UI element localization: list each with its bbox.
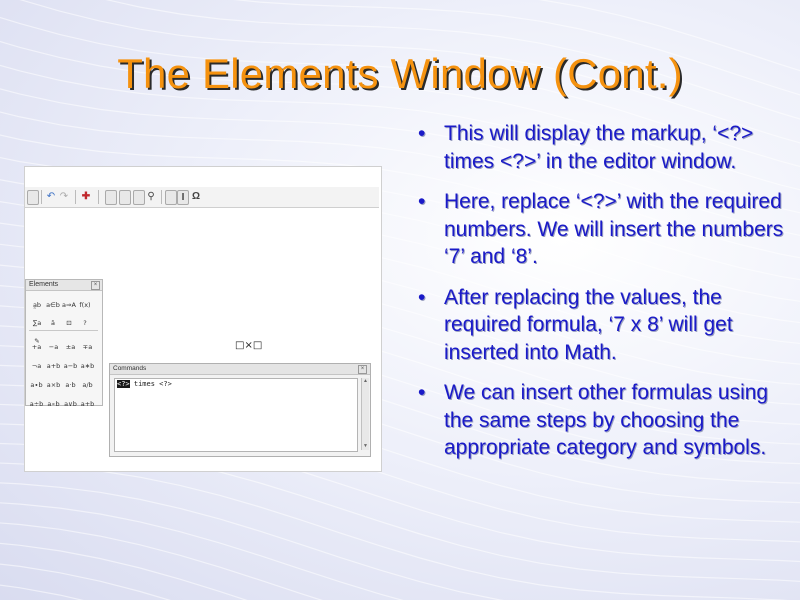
toolbar-separator (98, 190, 99, 204)
update-icon[interactable] (165, 190, 177, 205)
symbol-button[interactable]: a∘b (47, 400, 60, 408)
bullet-dot: • (418, 122, 426, 145)
symbol-button[interactable]: ±a (65, 343, 76, 351)
close-icon[interactable]: × (91, 281, 100, 290)
symbol-button[interactable]: +a (31, 343, 42, 351)
symbol-button[interactable]: a∗b (80, 362, 95, 370)
symbol-button[interactable]: a+b (46, 362, 61, 370)
symbol-button[interactable]: a−b (63, 362, 78, 370)
commands-title: Commands (110, 364, 370, 375)
scroll-down-icon[interactable]: ▼ (363, 443, 368, 449)
symbol-button[interactable]: a+b (80, 400, 95, 408)
commands-scrollbar[interactable] (361, 378, 369, 450)
wave-line (0, 521, 800, 600)
category-button[interactable]: ā (51, 319, 55, 327)
bullet-dot: • (418, 285, 426, 309)
zoom-out-icon[interactable] (119, 190, 131, 205)
symbol-button[interactable]: a∨b (64, 400, 77, 408)
toolbar-separator (41, 190, 42, 204)
show-all-icon[interactable] (133, 190, 145, 205)
category-button[interactable]: ⊡ (66, 319, 72, 327)
bullet-list (414, 120, 784, 475)
symbol-button[interactable]: a×b (46, 381, 61, 389)
symbol-button[interactable]: a/b (82, 381, 93, 389)
symbol-button[interactable]: a·b (65, 381, 76, 389)
symbol-grid (28, 336, 100, 412)
bullet-item (414, 120, 784, 175)
wave-line (0, 583, 800, 600)
symbol-button[interactable]: ¬a (31, 362, 42, 370)
commands-rest: times <?> (129, 380, 172, 388)
category-button[interactable]: ✎ (34, 337, 40, 345)
symbol-button[interactable]: a∙b (30, 381, 43, 389)
category-button[interactable]: a∈b (46, 301, 60, 309)
elements-panel-title: Elements (26, 280, 102, 291)
wave-line (0, 562, 800, 600)
bullet-dot: • (418, 190, 426, 213)
bullet-text: After replacing the values, the required formula, ‘7 x 8’ will get inserted into Math. (444, 285, 733, 364)
insert-icon[interactable]: ✚ (81, 191, 91, 202)
selected-placeholder[interactable]: <?> (117, 380, 130, 388)
math-editor-screenshot (24, 166, 382, 472)
scroll-up-icon[interactable]: ▲ (363, 378, 368, 384)
wave-line (0, 462, 800, 600)
bullet-item (414, 188, 784, 271)
bullet-item (414, 379, 784, 462)
commands-input[interactable] (114, 378, 358, 452)
undo-icon[interactable]: ↶ (46, 191, 56, 202)
slide-title: The Elements Window (Cont.) (117, 50, 683, 97)
cursor-icon[interactable]: I (177, 190, 189, 205)
bullet-item (414, 284, 784, 367)
symbol-button[interactable]: ∓a (82, 343, 93, 351)
category-button[interactable]: ∑a (32, 319, 42, 327)
close-icon[interactable]: × (358, 365, 367, 374)
bullet-dot: • (418, 381, 426, 404)
panel-divider (29, 330, 98, 331)
symbol-button[interactable]: a÷b (29, 400, 44, 408)
wave-line (0, 502, 800, 600)
category-button[interactable]: a⇒A (62, 301, 76, 309)
category-button[interactable]: ? (83, 319, 87, 327)
toolbar-separator (161, 190, 162, 204)
redo-icon[interactable]: ↷ (59, 191, 69, 202)
formula-preview: □×□ (235, 340, 263, 351)
category-button[interactable]: a̰b (32, 301, 42, 309)
symbols-icon[interactable]: Ω (191, 191, 201, 202)
elements-panel (25, 279, 103, 406)
magnifier-icon[interactable]: ⚲ (147, 191, 155, 202)
editor-toolbar (25, 187, 379, 208)
bullet-text: This will display the markup, ‘<?> times <?>’ in the editor window. (444, 122, 754, 173)
wave-line (0, 542, 800, 600)
bullet-text: Here, replace ‘<?>’ with the required numbers. We will insert the numbers ‘7’ and ‘8’. (444, 190, 784, 268)
bullet-text: We can insert other formulas using the same steps by choosing the appropriate category and symbols. (444, 381, 769, 459)
doc-icon[interactable] (27, 190, 39, 205)
toolbar-separator (75, 190, 76, 204)
zoom-in-icon[interactable] (105, 190, 117, 205)
category-button[interactable]: f(x) (79, 301, 91, 309)
symbol-button[interactable]: −a (48, 343, 59, 351)
commands-window (109, 363, 371, 457)
commands-text (117, 380, 172, 388)
